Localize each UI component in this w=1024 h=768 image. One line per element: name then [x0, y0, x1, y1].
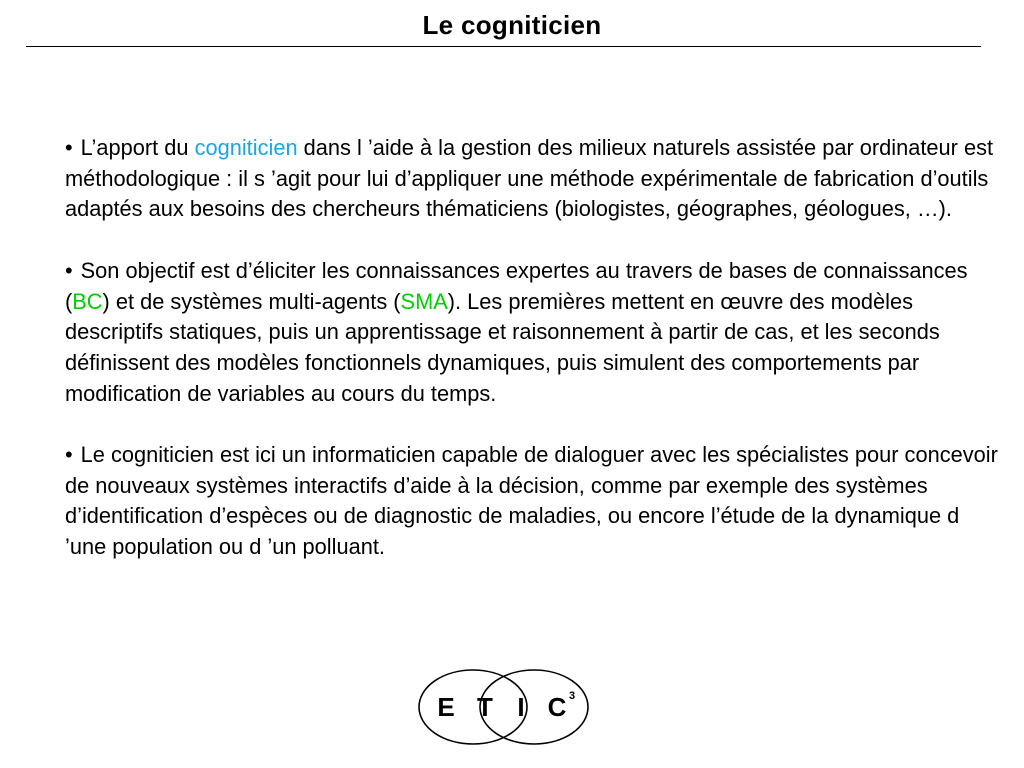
logo-letter-i: I: [517, 692, 525, 722]
acronym-bc: BC: [72, 288, 103, 314]
paragraph-text: Son objectif est d’éliciter les connaissances expertes au travers de bases de connaissances (: [65, 257, 968, 314]
bullet-icon: •: [65, 257, 73, 283]
logo-letter-e: E: [437, 692, 455, 722]
acronym-sma: SMA: [400, 288, 448, 314]
paragraph-text: dans l ’aide à la gestion des milieux naturels assistée par ordinateur est méthodologique : il s ’agit pour lui d’appliquer une méthode expérimentale de fabrication d’outils adaptés aux besoins des chercheurs thématiciens (biologistes, géographes, géologues, …).: [65, 135, 994, 222]
logo-right-circle: [480, 670, 588, 744]
paragraph-text: Le cogniticien est ici un informaticien capable de dialoguer avec les spécialistes pour concevoir de nouveaux systèmes interactifs d’aide à la décision, comme par exemple des systèmes d’identification d’espèces ou de diagnostic de maladies, ou encore l’étude de la dynamique d ’une population ou d ’un polluant.: [65, 442, 998, 560]
bullet-icon: •: [65, 135, 73, 160]
logo-letter-c: C: [547, 692, 567, 722]
logo-left-circle: [419, 670, 527, 744]
paragraph-text: ). Les premières mettent en œuvre des modèles descriptifs statiques, puis un apprentissage et raisonnement à partir de cas, et les seconds définissent des modèles fonctionnels dynamiques, puis simulent des comportements par modification de variables au cours du temps.: [65, 288, 940, 406]
logo-letter-t: T: [477, 692, 493, 722]
paragraph-text: L’apport du: [80, 135, 195, 160]
paragraph-text: ) et de systèmes multi-agents (: [102, 288, 401, 314]
highlight-term: cogniticien: [194, 135, 298, 160]
logo-superscript: 3: [568, 690, 576, 702]
slide-title: Le cogniticien: [422, 10, 602, 40]
bullet-icon: •: [65, 442, 73, 467]
